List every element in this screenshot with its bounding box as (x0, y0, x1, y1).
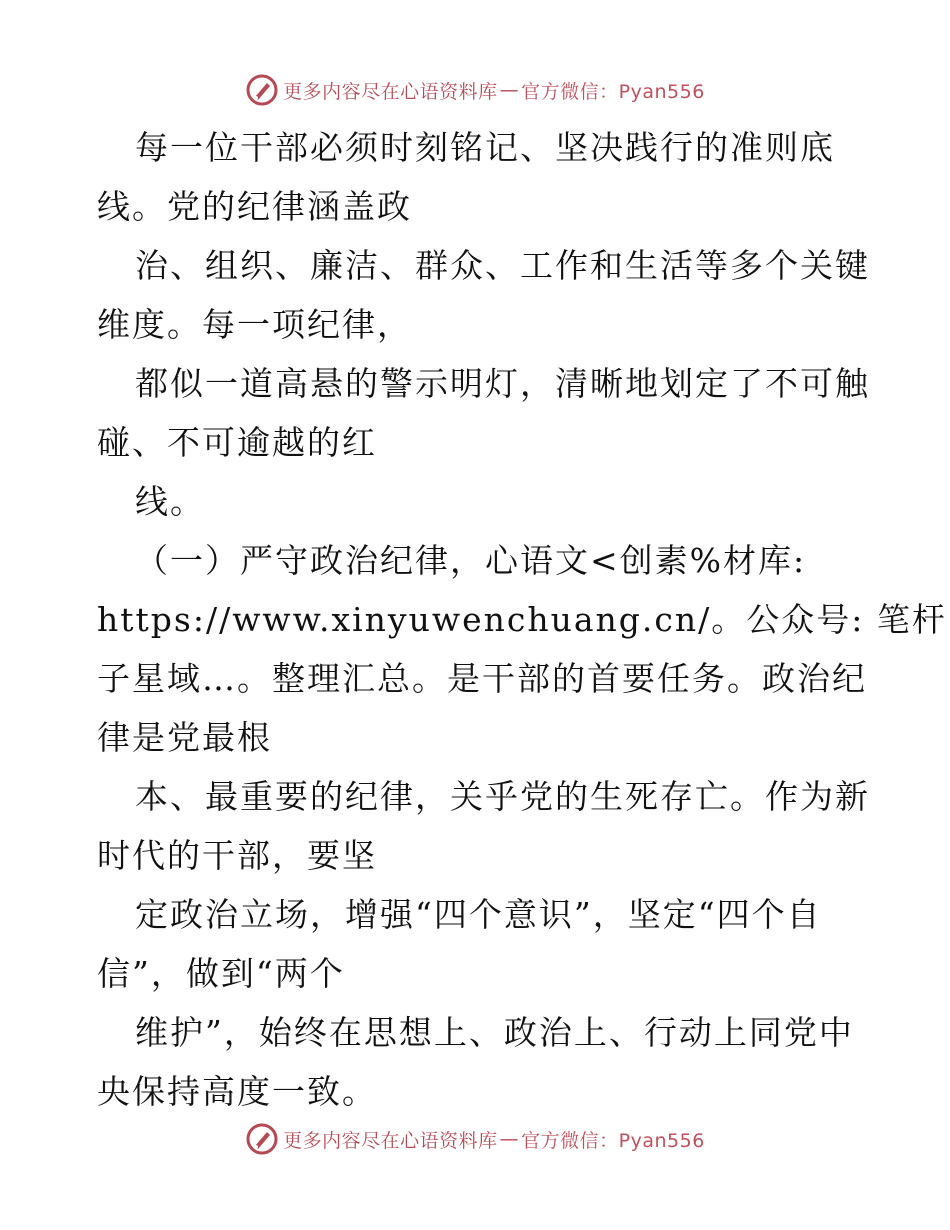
text-line: https://www.xinyuwenchuang.cn/。公众号: 笔杆 (97, 600, 947, 639)
text-line: 信”，做到“两个 (97, 954, 345, 993)
watermark-text: 更多内容尽在心语资料库 (283, 1129, 498, 1152)
text-line: 本、最重要的纪律，关乎党的生死存亡。作为新 (135, 777, 870, 816)
pen-logo-icon (245, 1122, 279, 1156)
text-line: 时代的干部，要坚 (97, 836, 377, 875)
watermark-separator: — (499, 1128, 520, 1150)
watermark-text: 更多内容尽在心语资料库 (283, 80, 498, 103)
text-line: 线。 (135, 482, 205, 521)
text-line: 线。党的纪律涵盖政 (97, 187, 412, 226)
text-line: 碰、不可逾越的红 (97, 423, 377, 462)
text-line: 维度。每一项纪律， (97, 305, 412, 344)
text-line: 定政治立场，增强“四个意识”，坚定“四个自 (135, 895, 822, 934)
watermark-separator: — (499, 79, 520, 101)
text-line: 每一位干部必须时刻铭记、坚决践行的准则底 (135, 128, 835, 167)
watermark-suffix: 官方微信：Pyan556 (521, 80, 705, 103)
footer-watermark (0, 1119, 950, 1159)
header-watermark (0, 70, 950, 110)
pen-logo-icon (245, 73, 279, 107)
document-body (97, 118, 947, 1121)
text-line: （一）严守政治纪律，心语文<创素%材库: (135, 541, 807, 580)
text-line: 维护”，始终在思想上、政治上、行动上同党中 (135, 1013, 854, 1052)
text-line: 律是党最根 (97, 718, 272, 757)
text-line: 子星域…。整理汇总。是干部的首要任务。政治纪 (97, 659, 867, 698)
watermark-suffix: 官方微信：Pyan556 (521, 1129, 705, 1152)
text-line: 治、组织、廉洁、群众、工作和生活等多个关键 (135, 246, 870, 285)
text-line: 都似一道高悬的警示明灯，清晰地划定了不可触 (135, 364, 870, 403)
text-line: 央保持高度一致。 (97, 1072, 377, 1111)
